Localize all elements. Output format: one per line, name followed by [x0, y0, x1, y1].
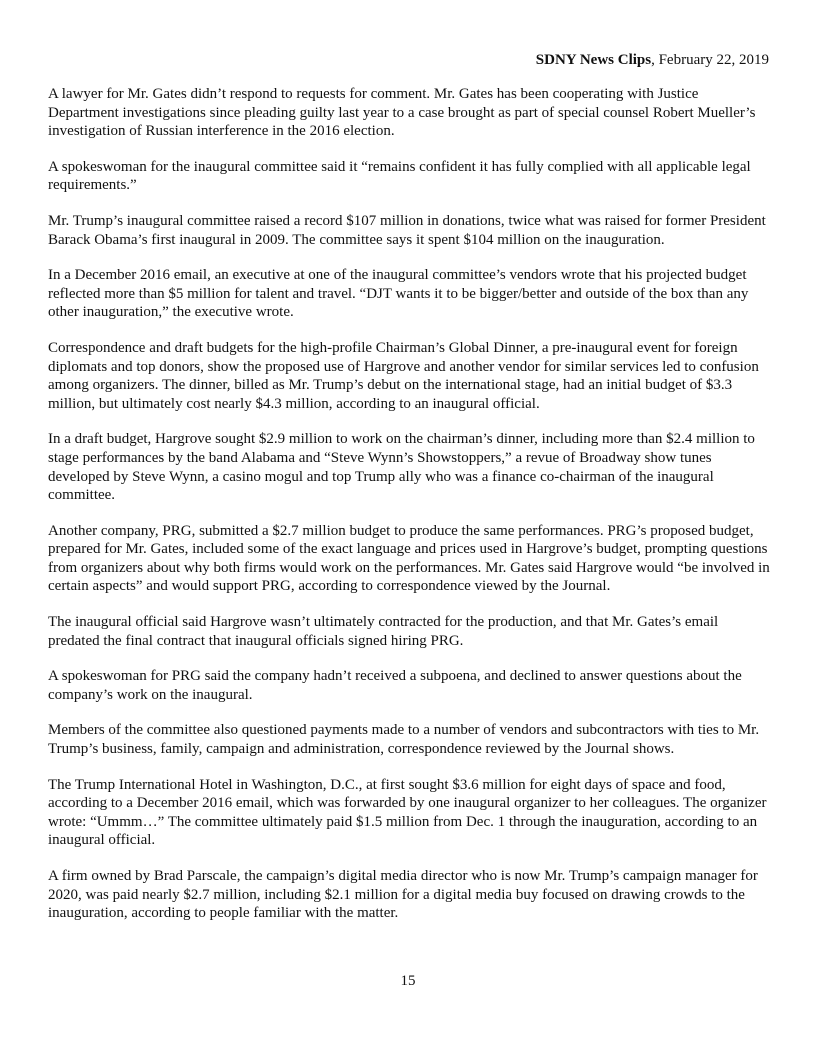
paragraph: Mr. Trump’s inaugural committee raised a record $107 million in donations, twice what was raised for former President Barack Obama’s first inaugural in 2009. The committee says it spent $104 million on the inauguration. [48, 212, 766, 248]
publication-name: SDNY News Clips [535, 52, 652, 68]
paragraph: In a draft budget, Hargrove sought $2.9 million to work on the chairman’s dinner, including more than $2.4 million to stage performances by the band Alabama and “Steve Wynn’s Showstoppers,” a revue of Broadway show tunes developed by Steve Wynn, a casino mogul and top Trump ally who was a finance co-chairman of the inaugural committee. [48, 431, 755, 504]
paragraph: A spokeswoman for the inaugural committee said it “remains confident it has fully complied with all applicable legal requirements.” [48, 158, 751, 194]
paragraph: A spokeswoman for PRG said the company hadn’t received a subpoena, and declined to answer questions about the company’s work on the inaugural. [48, 668, 742, 703]
paragraph: Correspondence and draft budgets for the high-profile Chairman’s Global Dinner, a pre-inaugural event for foreign diplomats and top donors, show the proposed use of Hargrove and another vendor for similar services led to confusion among organizers. The dinner, billed as Mr. Trump’s debut on the international stage, had an initial budget of $3.3 million, but ultimately cost nearly $4.3 million, according to an inaugural official. [48, 339, 759, 412]
page-header [536, 51, 769, 69]
paragraph: Members of the committee also questioned payments made to a number of vendors and subcontractors with ties to Mr. Trump’s business, family, campaign and administration, correspondence reviewed by the Journal shows. [48, 722, 760, 758]
paragraph: Another company, PRG, submitted a $2.7 million budget to produce the same performances. PRG’s proposed budget, prepared for Mr. Gates, included some of the exact language and prices used in Hargrove’s budget, prompting questions from organizers about why both firms would work on the performances. Mr. Gates said Hargrove would “be involved in certain aspects” and would support PRG, according to correspondence viewed by the Journal. [48, 522, 770, 595]
paragraph: A firm owned by Brad Parscale, the campaign’s digital media director who is now Mr. Trump’s campaign manager for 2020, was paid nearly $2.7 million, including $2.1 million for a digital media buy focused on drawing crowds to the inauguration, according to people familiar with the matter. [48, 868, 758, 922]
paragraph: The inaugural official said Hargrove wasn’t ultimately contracted for the production, and that Mr. Gates’s email predated the final contract that inaugural officials signed hiring PRG. [48, 614, 719, 649]
paragraph: A lawyer for Mr. Gates didn’t respond to requests for comment. Mr. Gates has been cooperating with Justice Department investigations since pleading guilty last year to a case brought as part of special counsel Robert Mueller’s investigation of Russian interference in the 2016 election. [48, 86, 756, 140]
paragraph: In a December 2016 email, an executive at one of the inaugural committee’s vendors wrote that his projected budget reflected more than $5 million for talent and travel. “DJT wants it to be bigger/better and outside of the box than any other inauguration,” the executive wrote. [48, 267, 749, 321]
paragraph: The Trump International Hotel in Washington, D.C., at first sought $3.6 million for eight days of space and food, according to a December 2016 email, which was forwarded by one inaugural organizer to her colleagues. The organizer wrote: “Ummm…” The committee ultimately paid $1.5 million from Dec. 1 through the inauguration, according to an inaugural official. [48, 776, 767, 849]
publication-date: , February 22, 2019 [651, 52, 769, 68]
article-body [48, 85, 770, 940]
page-number: 15 [400, 973, 416, 989]
